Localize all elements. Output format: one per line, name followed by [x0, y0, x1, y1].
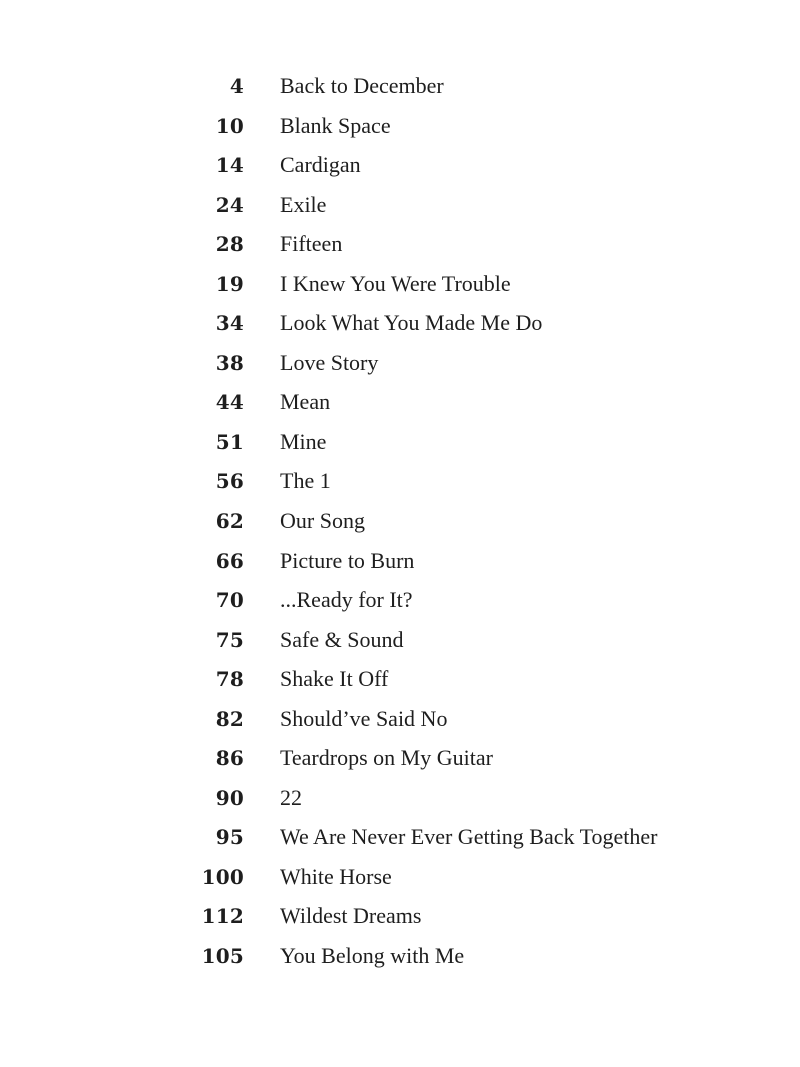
- toc-entry[interactable]: [0, 271, 800, 311]
- page-number: 51: [215, 429, 244, 454]
- song-title: Love Story: [280, 349, 379, 375]
- toc-entry[interactable]: [0, 706, 800, 746]
- toc-entry[interactable]: [0, 113, 800, 153]
- page-number: 62: [215, 509, 244, 534]
- song-title: Should’ve Said No: [280, 705, 448, 731]
- page-number: 100: [201, 864, 244, 889]
- song-title: The 1: [280, 468, 331, 494]
- song-title: Mean: [280, 389, 331, 415]
- page-number: 10: [215, 113, 244, 138]
- page-number: 82: [215, 706, 244, 731]
- song-title: Mine: [280, 428, 327, 454]
- toc-entry[interactable]: [0, 745, 800, 785]
- song-title: White Horse: [280, 863, 392, 889]
- page-number: 86: [215, 746, 244, 771]
- toc-entry[interactable]: [0, 627, 800, 667]
- page-number: 95: [215, 825, 244, 850]
- page-number: 56: [215, 469, 244, 494]
- song-title: Safe & Sound: [280, 626, 404, 652]
- toc-entry[interactable]: [0, 350, 800, 390]
- toc-entry[interactable]: [0, 824, 800, 864]
- page-number: 112: [201, 904, 244, 929]
- page-number: 28: [215, 232, 244, 257]
- toc-entry[interactable]: [0, 508, 800, 548]
- toc-entry[interactable]: [0, 903, 800, 943]
- song-title: 22: [280, 784, 302, 810]
- song-title: Back to December: [280, 73, 444, 98]
- page-number: 34: [215, 311, 244, 336]
- toc-entry[interactable]: [0, 864, 800, 904]
- song-title: I Knew You Were Trouble: [280, 270, 511, 296]
- song-title: You Belong with Me: [280, 943, 465, 969]
- song-title: Our Song: [280, 508, 365, 534]
- toc-entry[interactable]: [0, 587, 800, 627]
- song-title: We Are Never Ever Getting Back Together: [280, 824, 658, 850]
- song-title: Fifteen: [280, 231, 343, 257]
- toc-entry[interactable]: [0, 389, 800, 429]
- song-title: Wildest Dreams: [280, 903, 422, 929]
- page-number: 44: [215, 390, 244, 415]
- song-title: Exile: [280, 191, 327, 217]
- song-title: Look What You Made Me Do: [280, 310, 543, 336]
- page-number: 105: [201, 944, 244, 969]
- song-title: Picture to Burn: [280, 547, 415, 573]
- page-number: 24: [215, 192, 244, 217]
- page-number: 19: [215, 271, 244, 296]
- page-number: 70: [215, 588, 244, 613]
- toc-entry[interactable]: [0, 785, 800, 825]
- toc-entry[interactable]: [0, 231, 800, 271]
- page-number: 4: [229, 74, 244, 98]
- table-of-contents: [0, 73, 800, 983]
- toc-entry[interactable]: [0, 310, 800, 350]
- page-number: 38: [215, 350, 244, 375]
- song-title: Shake It Off: [280, 666, 389, 692]
- toc-entry[interactable]: [0, 152, 800, 192]
- song-title: ...Ready for It?: [280, 587, 413, 613]
- toc-entry[interactable]: [0, 943, 800, 983]
- page-number: 14: [215, 153, 244, 178]
- toc-entry[interactable]: [0, 73, 800, 113]
- page-number: 90: [215, 785, 244, 810]
- page-number: 75: [215, 627, 244, 652]
- toc-entry[interactable]: [0, 468, 800, 508]
- page-number: 78: [215, 667, 244, 692]
- song-title: Cardigan: [280, 152, 361, 178]
- page-number: 66: [215, 548, 244, 573]
- song-title: Teardrops on My Guitar: [280, 745, 493, 771]
- toc-entry[interactable]: [0, 666, 800, 706]
- toc-entry[interactable]: [0, 548, 800, 588]
- toc-entry[interactable]: [0, 192, 800, 232]
- song-title: Blank Space: [280, 112, 391, 138]
- toc-entry[interactable]: [0, 429, 800, 469]
